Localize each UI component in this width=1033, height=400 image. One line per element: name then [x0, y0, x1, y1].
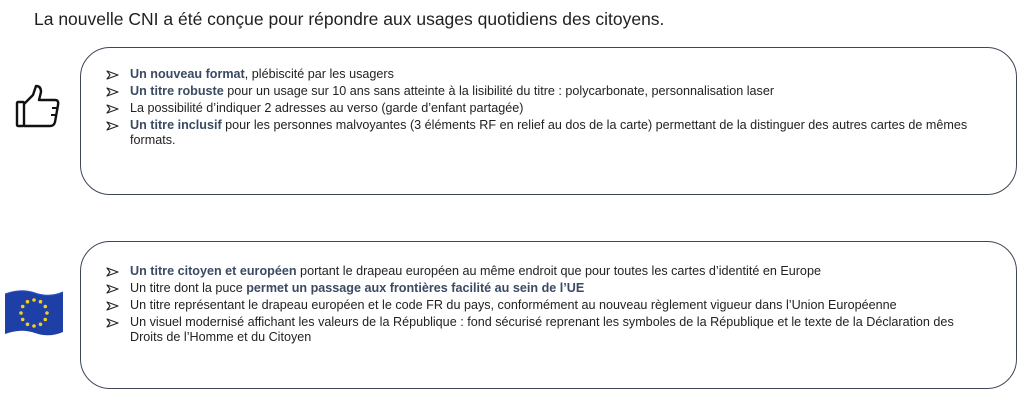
arrow-bullet-icon — [106, 87, 119, 97]
flag-star — [39, 323, 43, 327]
flag-star — [32, 298, 36, 302]
europe-list — [105, 264, 976, 347]
flag-star — [21, 318, 25, 322]
flag-star — [45, 311, 49, 315]
thumbs-up-icon — [14, 84, 62, 130]
arrow-bullet-icon — [106, 284, 119, 294]
flag-star — [44, 318, 48, 322]
europe-box — [80, 241, 1017, 389]
page-title: La nouvelle CNI a été conçue pour répondre aux usages quotidiens des citoyens. — [34, 9, 665, 29]
list-item: La possibilité d’indiquer 2 adresses au verso (garde d’enfant partagée) — [105, 101, 976, 116]
list-item: Un titre citoyen et européen portant le drapeau européen au même endroit que pour toutes les cartes d’identité en Europe — [105, 264, 976, 279]
flag-star — [44, 305, 48, 309]
flag-star — [39, 300, 43, 304]
list-item: Un visuel modernisé affichant les valeurs de la République : fond sécurisé reprenant les symboles de la République et le texte de la Déclaration des Droits de l’Homme et du Citoyen — [105, 315, 976, 346]
arrow-bullet-icon — [106, 318, 119, 328]
arrow-bullet-icon — [106, 267, 119, 277]
flag-star — [21, 305, 25, 309]
list-item: Un titre dont la puce permet un passage aux frontières facilité au sein de l’UE — [105, 281, 976, 296]
arrow-bullet-icon — [106, 301, 119, 311]
eu-flag-icon — [3, 288, 65, 338]
list-item: Un titre représentant le drapeau européen et le code FR du pays, conformément au nouveau règlement vigueur dans l’Union Européenne — [105, 298, 976, 313]
arrow-bullet-icon — [106, 104, 119, 114]
flag-star — [26, 323, 30, 327]
usage-list — [105, 67, 976, 150]
arrow-bullet-icon — [106, 121, 119, 131]
list-item: Un titre robuste pour un usage sur 10 ans sans atteinte à la lisibilité du titre : polycarbonate, personnalisation laser — [105, 84, 976, 99]
flag-star — [26, 300, 30, 304]
arrow-bullet-icon — [106, 70, 119, 80]
flag-star — [19, 311, 23, 315]
list-item: Un titre inclusif pour les personnes malvoyantes (3 éléments RF en relief au dos de la carte) permettant de la distinguer des autres cartes de mêmes formats. — [105, 118, 976, 149]
usage-box — [80, 47, 1017, 195]
list-item: Un nouveau format, plébiscité par les usagers — [105, 67, 976, 82]
flag-star — [32, 324, 36, 328]
